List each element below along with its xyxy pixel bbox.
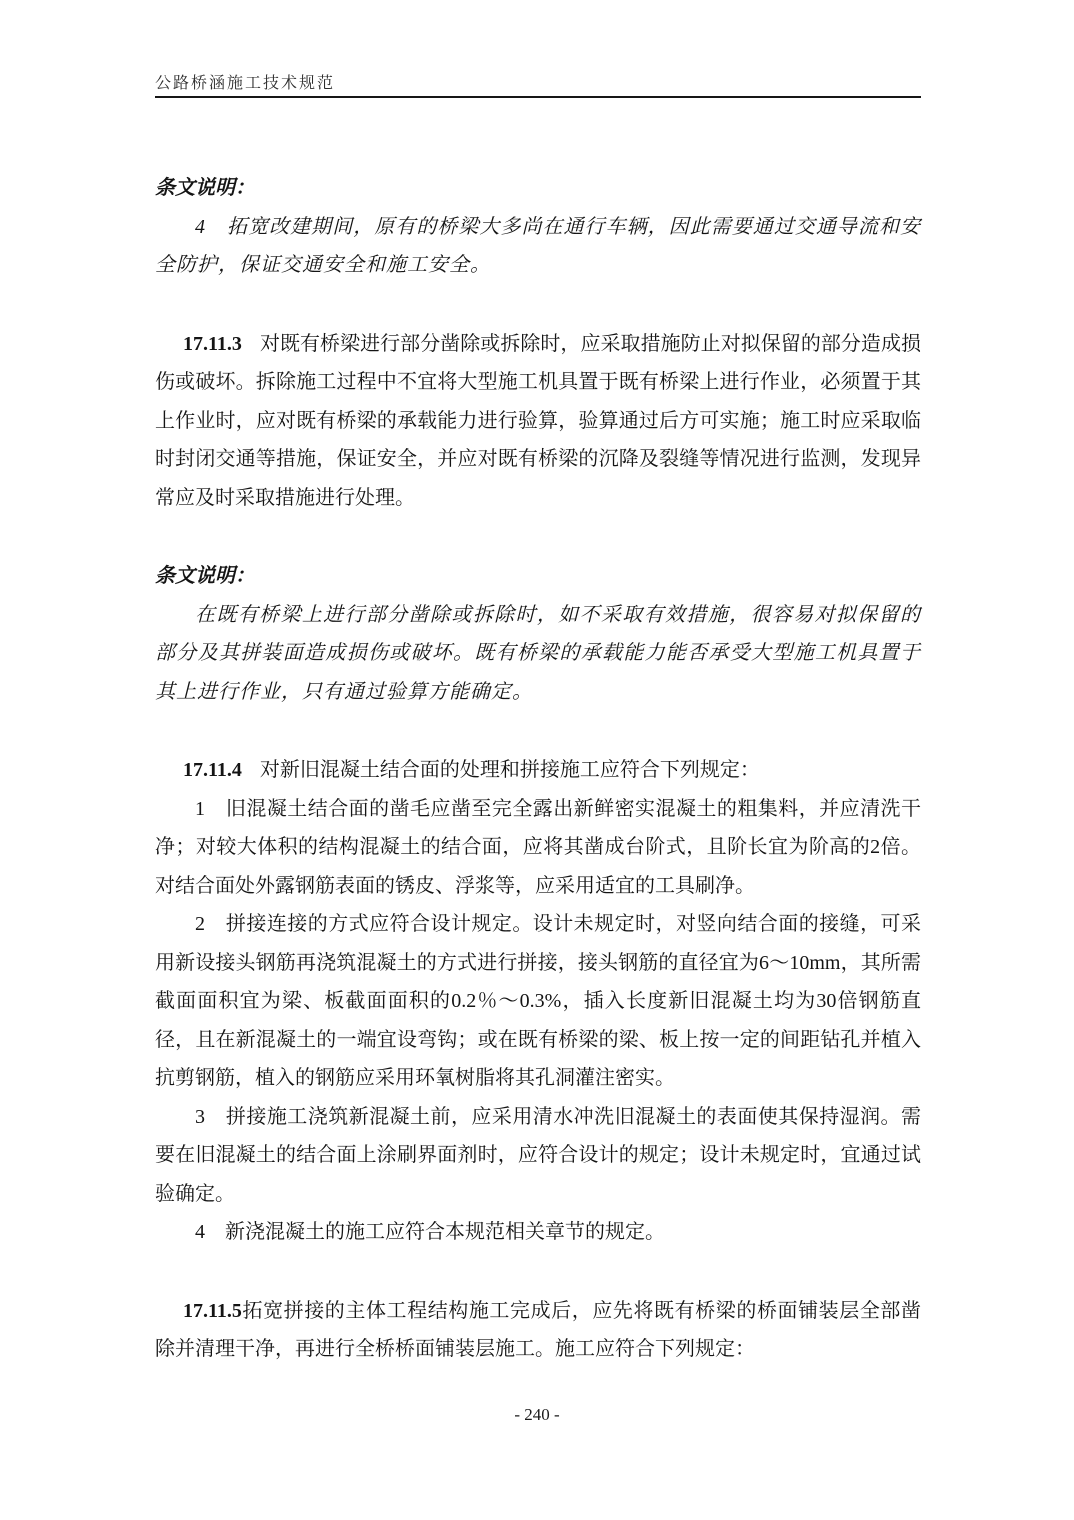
document-body xyxy=(155,99,921,1369)
numbered-item: 1 旧混凝土结合面的凿毛应凿至完全露出新鲜密实混凝土的粗集料，并应清洗干净；对较大体积的结构混凝土的结合面，应将其凿成台阶式，且阶长宜为阶高的2倍。对结合面处外露钢筋表面的锈皮、浮浆等，应采用适宜的工具刷净。 xyxy=(155,797,921,897)
numbered-item: 3 拼接施工浇筑新混凝土前，应采用清水冲洗旧混凝土的表面使其保持湿润。需要在旧混凝土的结合面上涂刷界面剂时，应符合设计的规定；设计未规定时，宜通过试验确定。 xyxy=(155,1105,921,1205)
clause-number: 17.11.4 xyxy=(183,759,242,781)
header-rule xyxy=(155,96,921,98)
document-footer xyxy=(0,1405,1074,1425)
note-heading: 条文说明： xyxy=(155,177,255,199)
document-header xyxy=(155,0,921,98)
page-number: - 240 - xyxy=(514,1405,560,1424)
clause-paragraph xyxy=(155,325,921,518)
running-header-title: 公路桥涵施工技术规范 xyxy=(155,75,336,92)
note-paragraph: 在既有桥梁上进行部分凿除或拆除时，如不采取有效措施，很容易对拟保留的部分及其拼装面造成损伤或破坏。既有桥梁的承载能力能否承受大型施工机具置于其上进行作业，只有通过验算方能确定。 xyxy=(155,603,921,703)
numbered-item: 2 拼接连接的方式应符合设计规定。设计未规定时，对竖向结合面的接缝，可采用新设接头钢筋再浇筑混凝土的方式进行拼接，接头钢筋的直径宜为6～10mm，其所需截面面积宜为梁、板截面面积的0.2％～0.3%，插入长度新旧混凝土均为30倍钢筋直径，且在新混凝土的一端宜设弯钩；或在既有桥梁的梁、板上按一定的间距钻孔并植入抗剪钢筋，植入的钢筋应采用环氧树脂将其孔洞灌注密实。 xyxy=(155,913,921,1089)
clause-paragraph xyxy=(155,1292,921,1369)
clause-number: 17.11.3 xyxy=(183,332,242,355)
note-paragraph: 4 拓宽改建期间，原有的桥梁大多尚在通行车辆，因此需要通过交通导流和安全防护，保证交通安全和施工安全。 xyxy=(155,215,921,276)
clause-text: 对新旧混凝土结合面的处理和拼接施工应符合下列规定： xyxy=(259,759,760,781)
clause-text: 对既有桥梁进行部分凿除或拆除时，应采取措施防止对拟保留的部分造成损伤或破坏。拆除施工过程中不宜将大型施工机具置于既有桥梁上进行作业，必须置于其上作业时，应对既有桥梁的承载能力进行验算，验算通过后方可实施；施工时应采取临时封闭交通等措施，保证安全，并应对既有桥梁的沉降及裂缝等情况进行监测，发现异常应及时采取措施进行处理。 xyxy=(155,332,921,509)
numbered-item: 4 新浇混凝土的施工应符合本规范相关章节的规定。 xyxy=(195,1221,665,1243)
clause-text: 拓宽拼接的主体工程结构施工完成后，应先将既有桥梁的桥面铺装层全部凿除并清理干净，再进行全桥桥面铺装层施工。施工应符合下列规定： xyxy=(155,1299,921,1360)
note-heading: 条文说明： xyxy=(155,565,255,587)
clause-paragraph xyxy=(155,751,921,790)
clause-number: 17.11.5 xyxy=(183,1299,242,1322)
